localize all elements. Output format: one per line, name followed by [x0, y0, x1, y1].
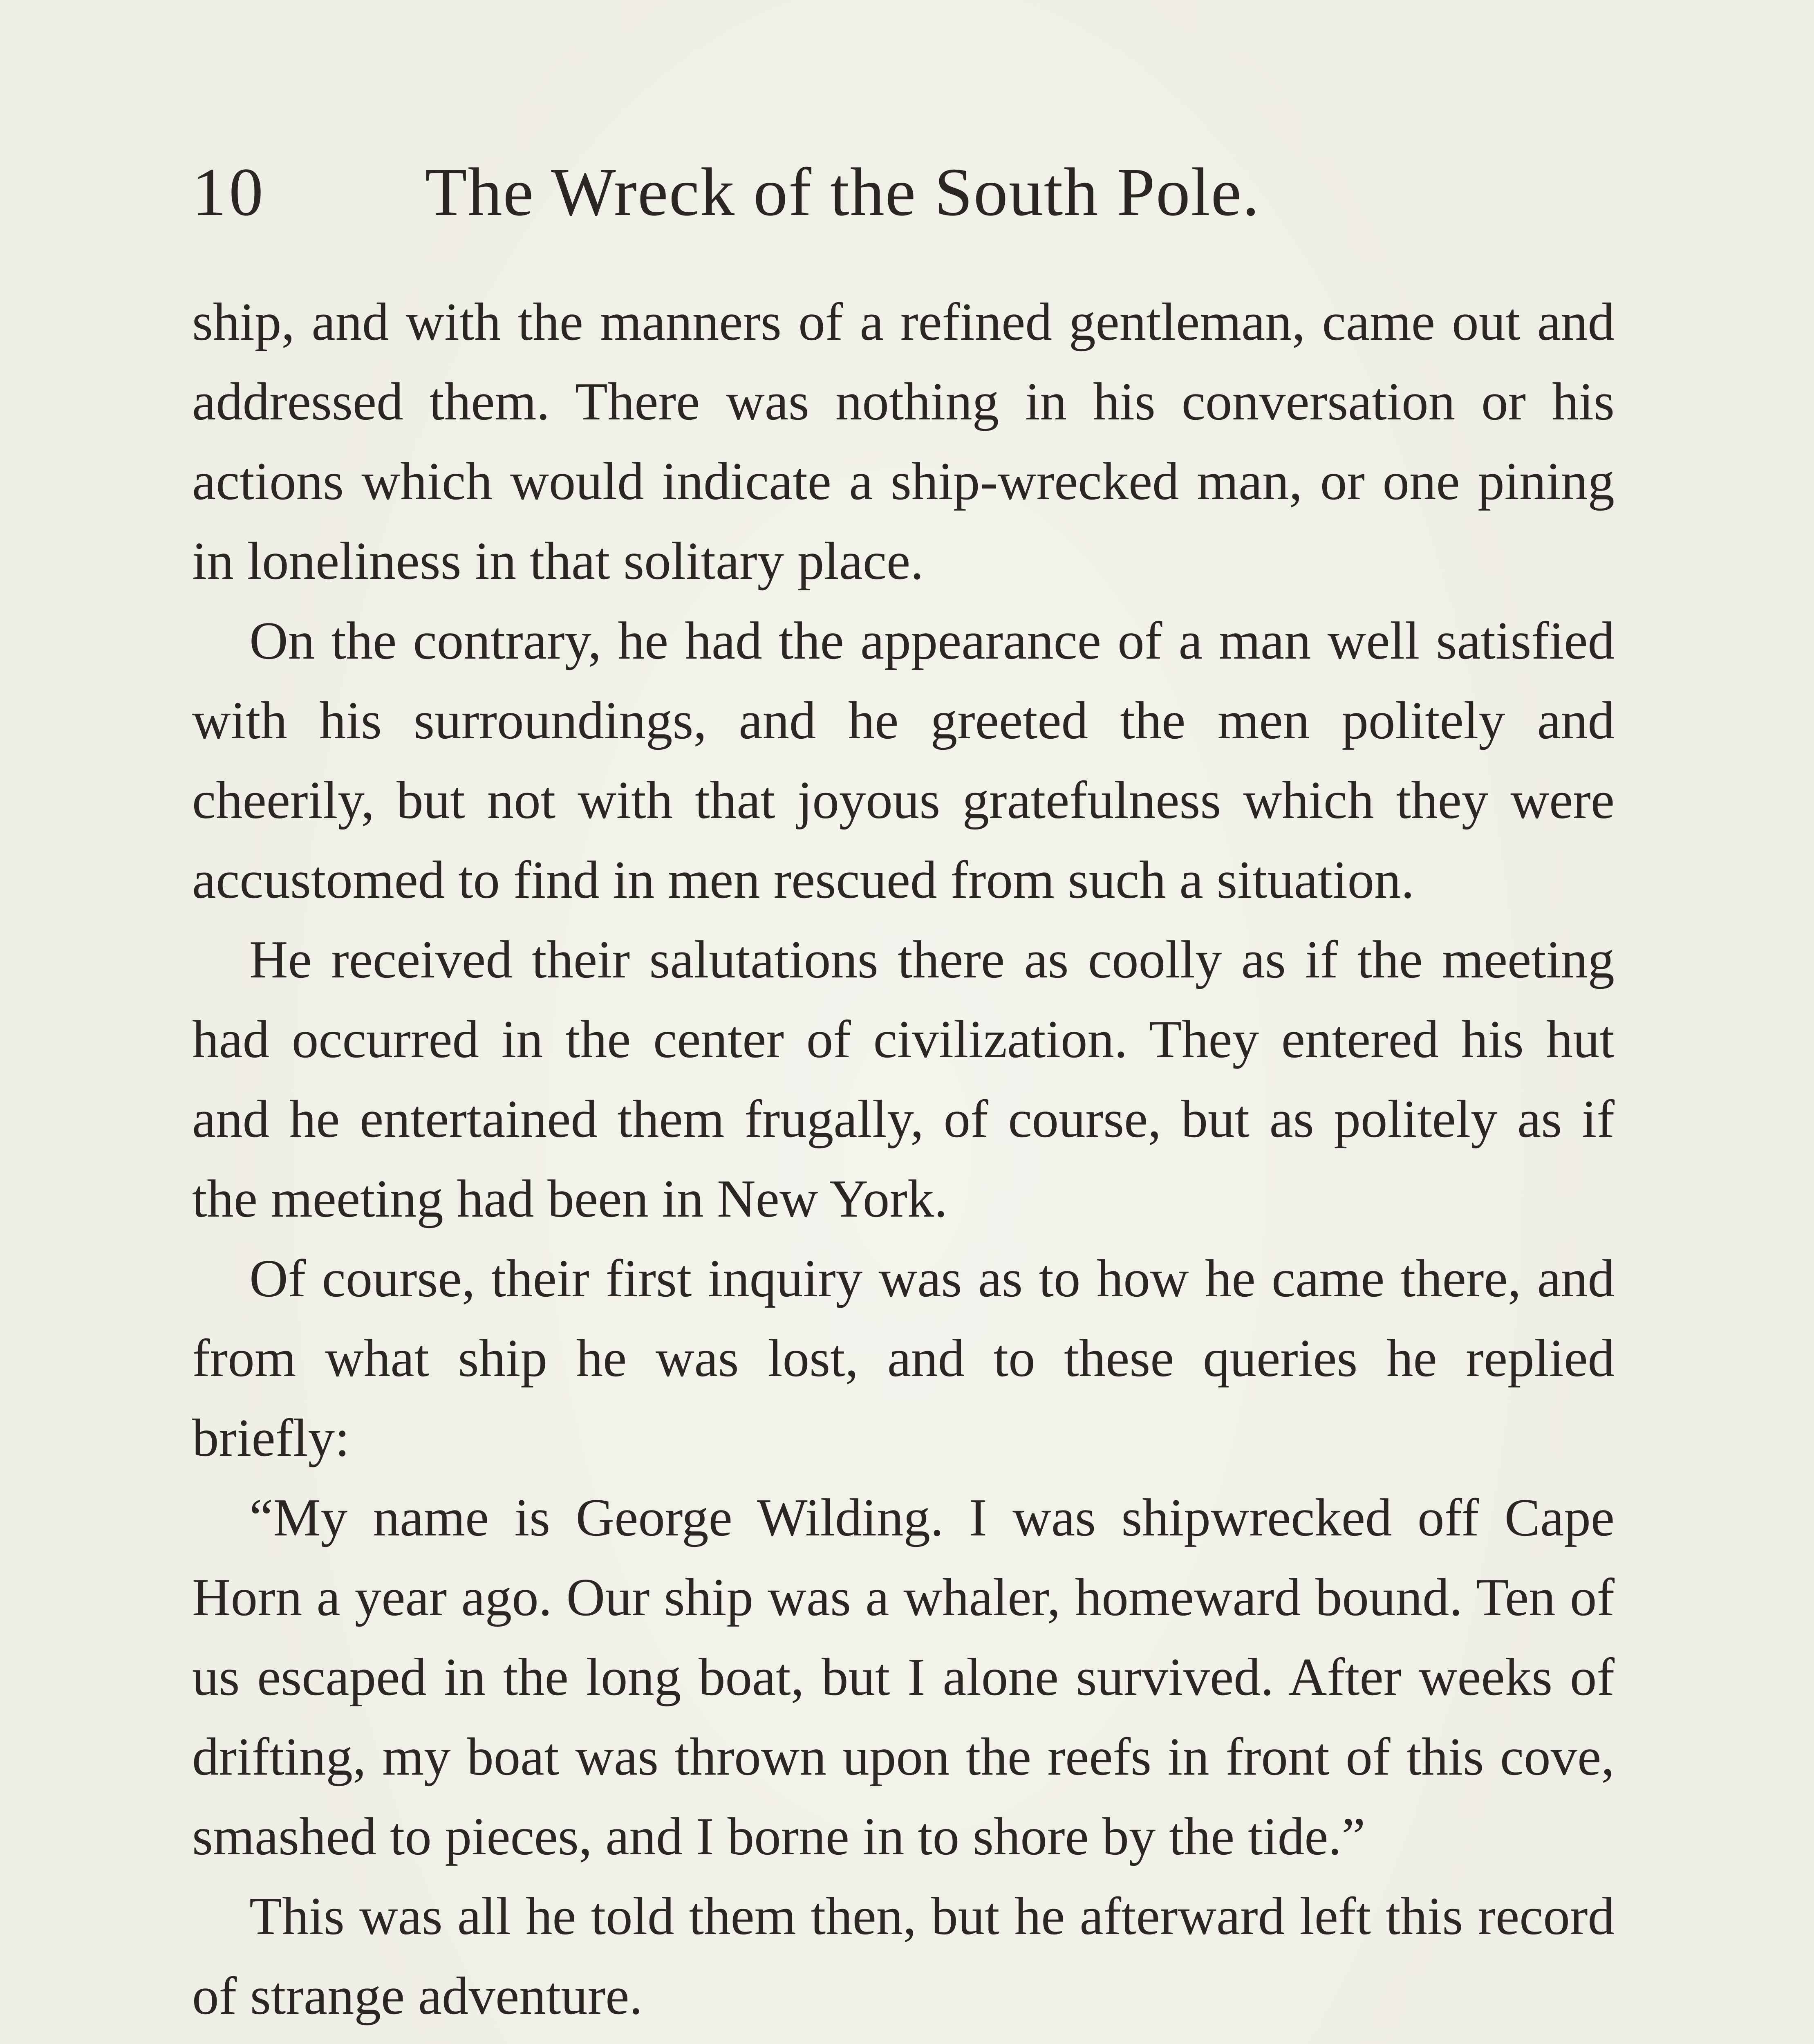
quoted-paragraph: “My name is George Wilding. I was shipwrecked off Cape Horn a year ago. Our ship was a whaler, homeward bound. Ten of us escaped in the long boat, but I alone survived. After weeks of drifting, my boat was thrown upon the reefs in front of this cove, smashed to pieces, and I borne in to shore by the tide.” [192, 1488, 1615, 1866]
paragraph: Of course, their first inquiry was as to how he came there, and from what ship he was lost, and to these queries he replied briefly: [192, 1249, 1615, 1468]
paragraph: On the contrary, he had the appearance of a man well satisfied with his surroundings, and he greeted the men politely and cheerily, but not with that joyous gratefulness which they were accustomed to find in men rescued from such a situation. [192, 611, 1615, 910]
paragraph: He received their salutations there as coolly as if the meeting had occurred in the center of civilization. They entered his hut and he entertained them frugally, of course, but as politely as if the meeting had been in New York. [192, 930, 1615, 1228]
paragraph: This was all he told them then, but he afterward left this record of strange adventure. [192, 1887, 1615, 2026]
book-title: The Wreck of the South Pole. [425, 154, 1261, 230]
running-head [192, 147, 1623, 237]
page-number: 10 [192, 154, 266, 230]
body-text [192, 282, 1615, 2036]
paragraph-continued: ship, and with the manners of a refined gentleman, came out and addressed them. There was nothing in his conversation or his actions which would indicate a ship-wrecked man, or one pining in loneliness in that solitary place. [192, 292, 1615, 591]
